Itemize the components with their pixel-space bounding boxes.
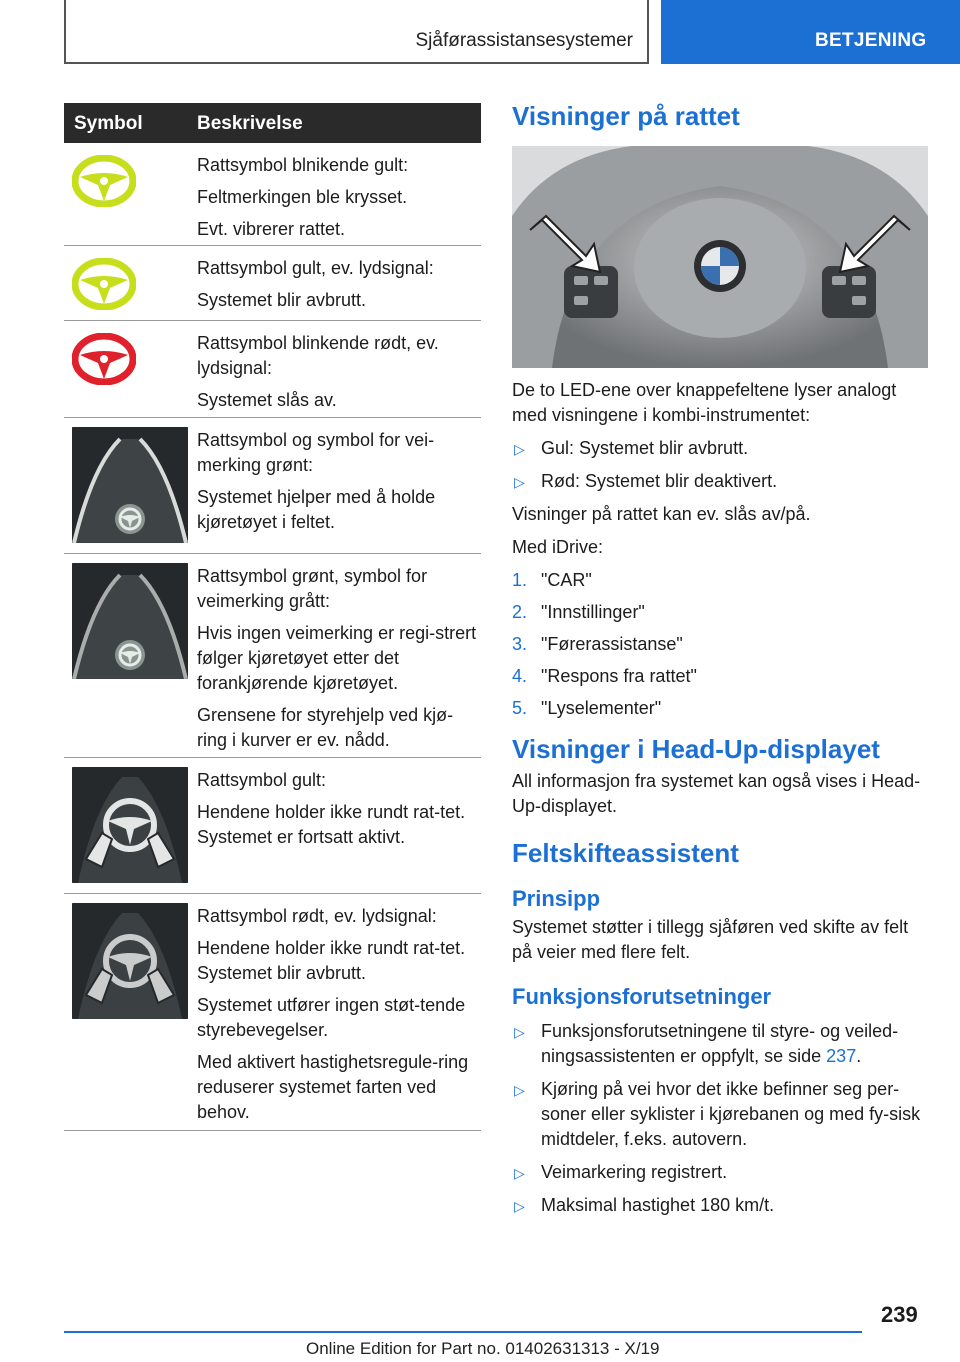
row-text: Rattsymbol gult, ev. lydsignal: [197,258,434,278]
hands-off-wheel-yellow-icon [72,767,188,883]
table-row [64,246,481,321]
requirements-list [512,1019,930,1218]
triangle-bullet-icon: ▷ [514,1082,525,1098]
triangle-bullet-icon: ▷ [514,474,525,490]
wheel-led-list [512,436,930,494]
footer-divider [64,1331,862,1333]
list-item [512,568,930,593]
table-header [64,103,481,143]
list-item [512,469,930,494]
row-text: Rattsymbol gult: [197,770,327,790]
row-text: Med aktivert hastighetsregule-ring reduserer systemet farten ved behov. [197,1052,469,1122]
step-number: 2. [512,602,528,622]
row-text: Systemet blir avbrutt. [197,290,367,310]
list-item [512,1019,930,1069]
heading-hud: Visninger i Head-Up-displayet [512,734,880,764]
header-section-box [64,0,649,64]
row-text: Feltmerkingen ble krysset. [197,187,408,207]
triangle-bullet-icon: ▷ [514,1165,525,1181]
heading-requirements: Funksjonsforutsetninger [512,984,772,1009]
step-text: "Innstillinger" [541,602,645,622]
table-row [64,894,481,1131]
heading-principle: Prinsipp [512,886,601,911]
footer-edition: Online Edition for Part no. 01402631313 - X/19 [306,1339,660,1358]
idrive-intro: Med iDrive: [512,537,604,557]
list-item-text: Maksimal hastighet 180 km/t. [541,1195,775,1215]
list-item [512,1160,930,1185]
triangle-bullet-icon: ▷ [514,441,525,457]
row-text: Rattsymbol blnikende gult: [197,155,409,175]
header-chapter-tab[interactable] [661,0,960,64]
row-text: Rattsymbol blinkende rødt, ev. lydsignal: [197,333,439,378]
list-item-text-end: . [856,1046,862,1066]
table-row [64,418,481,554]
triangle-bullet-icon: ▷ [514,1024,525,1040]
list-item [512,632,930,657]
row-text: Systemet hjelper med å holde kjøretøyet i feltet. [197,487,436,532]
step-number: 1. [512,570,528,590]
list-item-text: Veimarkering registrert. [541,1162,728,1182]
row-text: Rattsymbol grønt, symbol for veimerking grått: [197,566,428,611]
lane-display-green-icon [72,427,188,543]
list-item [512,1193,930,1218]
step-text: "Førerassistanse" [541,634,683,654]
row-text: Hvis ingen veimerking er regi-strert følger kjøretøyet etter det forankjørende kjøretøyet. [197,623,477,693]
symbol-table [64,103,481,1131]
steering-wheel-red-icon [72,333,136,385]
heading-wheel-displays: Visninger på rattet [512,101,740,131]
row-text: Rattsymbol og symbol for vei-merking grønt: [197,430,435,475]
page-reference-link[interactable]: 237 [826,1046,857,1066]
list-item-text: Funksjonsforutsetningene til styre- og veiled-ningsassistenten er oppfylt, se side [541,1021,899,1066]
header-chapter-title: BETJENING [815,30,927,51]
row-text: Grensene for styrehjelp ved kjø-ring i kurver er ev. nådd. [197,705,454,750]
steering-wheel-yellow-icon [72,258,136,310]
table-row [64,758,481,894]
wheel-paragraph: De to LED-ene over knappefeltene lyser analogt med visningene i kombi-instrumentet: [512,380,897,425]
steering-wheel-photo [512,146,928,368]
triangle-bullet-icon: ▷ [514,1198,525,1214]
table-header-symbol: Symbol [74,113,143,134]
table-row [64,554,481,758]
list-item [512,664,930,689]
table-header-description: Beskrivelse [197,113,303,134]
page-number: 239 [881,1302,918,1327]
list-item [512,696,930,721]
idrive-steps [512,568,930,721]
step-text: "Respons fra rattet" [541,666,697,686]
list-item-text: Gul: Systemet blir avbrutt. [541,438,749,458]
principle-paragraph: Systemet støtter i tillegg sjåføren ved skifte av felt på veier med flere felt. [512,917,909,962]
heading-lane-change: Feltskifteassistent [512,838,739,868]
list-item [512,1077,930,1152]
step-number: 4. [512,666,528,686]
step-number: 3. [512,634,528,654]
step-text: "CAR" [541,570,592,590]
hands-off-wheel-red-icon [72,903,188,1019]
step-text: "Lyselementer" [541,698,662,718]
steering-wheel-yellow-icon [72,155,136,207]
row-text: Hendene holder ikke rundt rat-tet. Systemet er fortsatt aktivt. [197,802,466,847]
row-text: Systemet slås av. [197,390,337,410]
list-item-text: Rød: Systemet blir deaktivert. [541,471,778,491]
list-item-text: Kjøring på vei hvor det ikke befinner seg per-soner eller syklister i kjørebanen og med fy-sisk midtdeler, f.eks. autovern. [541,1079,921,1149]
row-text: Hendene holder ikke rundt rat-tet. Systemet blir avbrutt. [197,938,466,983]
header-section-title: Sjåførassistansesystemer [415,30,633,51]
table-row [64,143,481,246]
table-row [64,321,481,418]
list-item [512,600,930,625]
row-text: Rattsymbol rødt, ev. lydsignal: [197,906,437,926]
list-item [512,436,930,461]
right-column [512,100,930,1226]
row-text: Evt. vibrerer rattet. [197,219,346,239]
wheel-toggle-text: Visninger på rattet kan ev. slås av/på. [512,504,811,524]
lane-display-grey-icon [72,563,188,679]
row-text: Systemet utfører ingen støt-tende styrebevegelser. [197,995,466,1040]
hud-paragraph: All informasjon fra systemet kan også vises i Head-Up-displayet. [512,771,921,816]
step-number: 5. [512,698,528,718]
